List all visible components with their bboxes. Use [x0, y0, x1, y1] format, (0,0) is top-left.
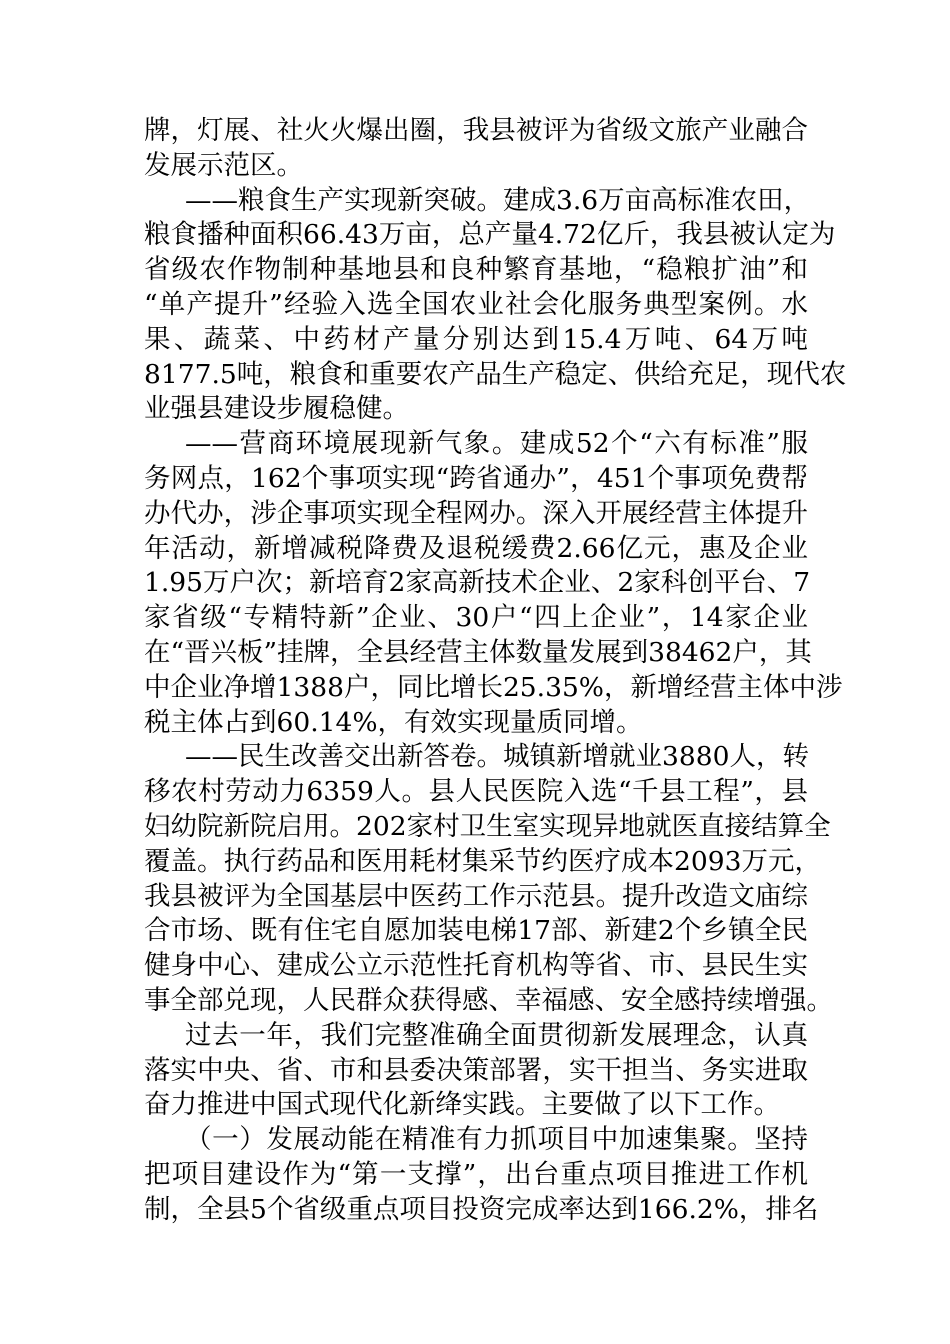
- text-line: 妇幼院新院启用。202家村卫生室实现异地就医直接结算全: [144, 810, 831, 842]
- text-line: 我县被评为全国基层中医药工作示范县。提升改造文庙综: [144, 880, 808, 912]
- text-line: 办代办，涉企事项实现全程网办。深入开展经营主体提升: [144, 497, 808, 529]
- text-line: 中企业净增1388户，同比增长25.35%，新增经营主体中涉: [144, 671, 843, 703]
- text-line: “单产提升”经验入选全国农业社会化服务典型案例。水: [144, 288, 808, 320]
- text-line: 奋力推进中国式现代化新绛实践。主要做了以下工作。: [144, 1089, 780, 1121]
- text-line: 年活动，新增减税降费及退税缓费2.66亿元，惠及企业: [144, 532, 808, 564]
- text-line: 过去一年，我们完整准确全面贯彻新发展理念，认真: [185, 1019, 808, 1051]
- text-line: 移农村劳动力6359人。县人民医院入选“千县工程”，县: [144, 776, 808, 808]
- text-line: 落实中央、省、市和县委决策部署，实干担当、务实进取: [144, 1054, 808, 1086]
- text-line: 1.95万户次；新培育2家高新技术企业、2家科创平台、7: [144, 567, 811, 599]
- text-line: ——粮食生产实现新突破。建成3.6万亩高标准农田，: [185, 184, 811, 216]
- text-line: 发展示范区。: [144, 149, 303, 181]
- text-line: （一）发展动能在精准有力抓项目中加速集聚。坚持: [185, 1124, 808, 1156]
- text-line: 合市场、既有住宅自愿加装电梯17部、新建2个乡镇全民: [144, 915, 808, 947]
- text-line: 税主体占到60.14%，有效实现量质同增。: [144, 706, 643, 738]
- text-line: 务网点，162个事项实现“跨省通办”，451个事项免费帮: [144, 462, 808, 494]
- text-line: 把项目建设作为“第一支撑”，出台重点项目推进工作机: [144, 1158, 808, 1190]
- text-line: 8177.5吨，粮食和重要农产品生产稳定、供给充足，现代农: [144, 358, 847, 390]
- text-line: ——营商环境展现新气象。建成52个“六有标准”服: [185, 428, 808, 460]
- text-line: 家省级“专精特新”企业、30户“四上企业”，14家企业: [144, 602, 808, 634]
- text-line: 覆盖。执行药品和医用耗材集采节约医疗成本2093万元，: [144, 845, 821, 877]
- text-line: 业强县建设步履稳健。: [144, 393, 409, 425]
- text-line: 制，全县5个省级重点项目投资完成率达到166.2%，排名: [144, 1193, 819, 1225]
- text-line: 省级农作物制种基地县和良种繁育基地，“稳粮扩油”和: [144, 254, 808, 286]
- text-line: ——民生改善交出新答卷。城镇新增就业3880人，转: [185, 741, 809, 773]
- text-line: 在“晋兴板”挂牌，全县经营主体数量发展到38462户，其: [144, 636, 812, 668]
- text-line: 牌，灯展、社火火爆出圈，我县被评为省级文旅产业融合: [144, 115, 808, 146]
- body-text: [144, 114, 847, 1228]
- text-line: 粮食播种面积66.43万亩，总产量4.72亿斤，我县被认定为: [144, 219, 836, 251]
- text-line: 健身中心、建成公立示范性托育机构等省、市、县民生实: [144, 950, 808, 982]
- text-line: 果、蔬菜、中药材产量分别达到15.4万吨、64万吨: [144, 323, 808, 355]
- text-line: 事全部兑现，人民群众获得感、幸福感、安全感持续增强。: [144, 984, 833, 1016]
